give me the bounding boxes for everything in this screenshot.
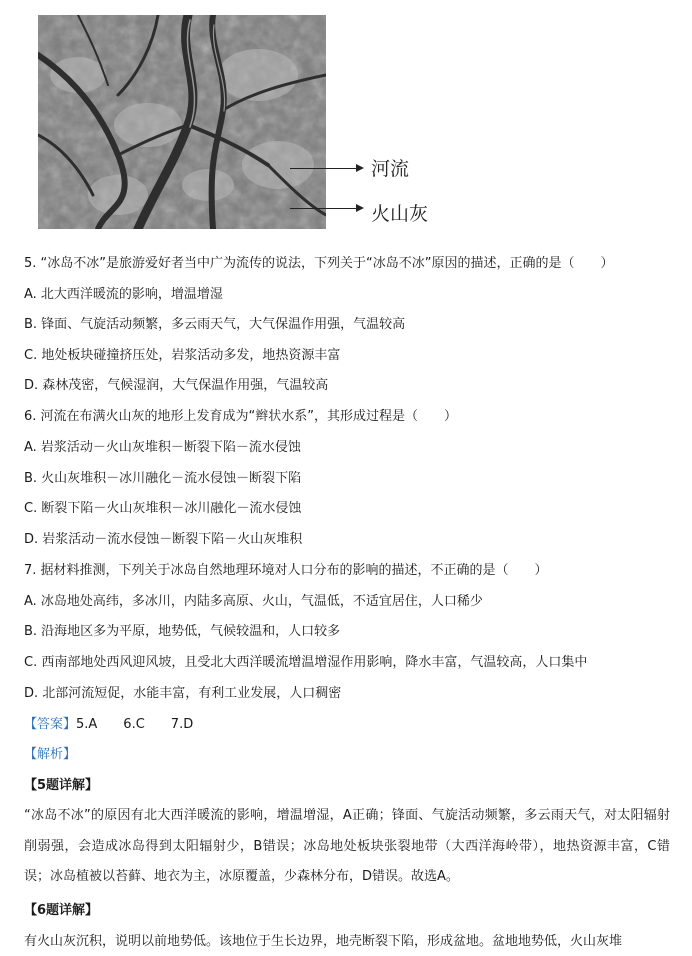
question-7-option-b: B. 沿海地区多为平原，地势低，气候较温和，人口较多 bbox=[24, 624, 341, 639]
braided-river-photo bbox=[38, 15, 326, 229]
question-6-option-a: A. 岩浆活动－火山灰堆积－断裂下陷－流水侵蚀 bbox=[24, 440, 301, 455]
river-arrow bbox=[290, 168, 362, 169]
question-5-option-b: B. 锋面、气旋活动频繁，多云雨天气，大气保温作用强，气温较高 bbox=[24, 317, 406, 332]
question-6-option-d: D. 岩浆活动－流水侵蚀－断裂下陷－火山灰堆积 bbox=[24, 532, 303, 547]
question-7-stem: 7. 据材料推测，下列关于冰岛自然地理环境对人口分布的影响的描述，不正确的是（ ） bbox=[24, 563, 548, 578]
question-6-stem: 6. 河流在布满火山灰的地形上发育成为“辫状水系”，其形成过程是（ ） bbox=[24, 409, 458, 424]
question-5-stem: 5. “冰岛不冰”是旅游爱好者当中广为流传的说法，下列关于“冰岛不冰”原因的描述，正确的是（ ） bbox=[24, 256, 614, 271]
question-6-option-c: C. 断裂下陷－火山灰堆积－冰川融化－流水侵蚀 bbox=[24, 501, 302, 516]
answer-line bbox=[24, 716, 193, 734]
ash-label: 火山灰 bbox=[371, 203, 429, 225]
question-7-option-c: C. 西南部地处西风迎风坡，且受北大西洋暖流增温增湿作用影响，降水丰富，气温较高，人口集中 bbox=[24, 655, 588, 670]
question-5-option-a: A. 北大西洋暖流的影响，增温增湿 bbox=[24, 287, 223, 302]
question-6-option-b: B. 火山灰堆积－冰川融化－流水侵蚀－断裂下陷 bbox=[24, 471, 302, 486]
answer-label: 【答案】 bbox=[24, 717, 77, 732]
analysis-label: 【解析】 bbox=[24, 747, 77, 762]
question-7-option-a: A. 冰岛地处高纬，多冰川，内陆多高原、火山，气温低，不适宜居住，人口稀少 bbox=[24, 594, 483, 609]
ash-arrow bbox=[290, 208, 362, 209]
detail-5-heading: 【5题详解】 bbox=[24, 778, 99, 793]
river-label: 河流 bbox=[371, 158, 410, 180]
detail-6-heading: 【6题详解】 bbox=[24, 903, 99, 918]
question-7-option-d: D. 北部河流短促，水能丰富，有利工业发展，人口稠密 bbox=[24, 686, 342, 701]
question-5-option-c: C. 地处板块碰撞挤压处，岩浆活动多发，地热资源丰富 bbox=[24, 348, 341, 363]
question-5-option-d: D. 森林茂密，气候湿润，大气保温作用强，气温较高 bbox=[24, 378, 329, 393]
detail-6-text: 有火山灰沉积，说明以前地势低。该地位于生长边界，地壳断裂下陷，形成盆地。盆地地势低，火山灰堆 bbox=[24, 934, 623, 949]
detail-5-text: “冰岛不冰”的原因有北大西洋暖流的影响，增温增湿，A正确；锋面、气旋活动频繁，多云雨天气，对太阳辐射削弱强，会造成冰岛得到太阳辐射少，B错误；冰岛地处板块张裂地带（大西洋海岭带），地热资源丰富，C错误；冰岛植被以苔藓、地衣为主，冰原覆盖，少森林分布，D错误。故选A。 bbox=[24, 808, 670, 884]
answer-value: 5.A 6.C 7.D bbox=[76, 717, 194, 732]
